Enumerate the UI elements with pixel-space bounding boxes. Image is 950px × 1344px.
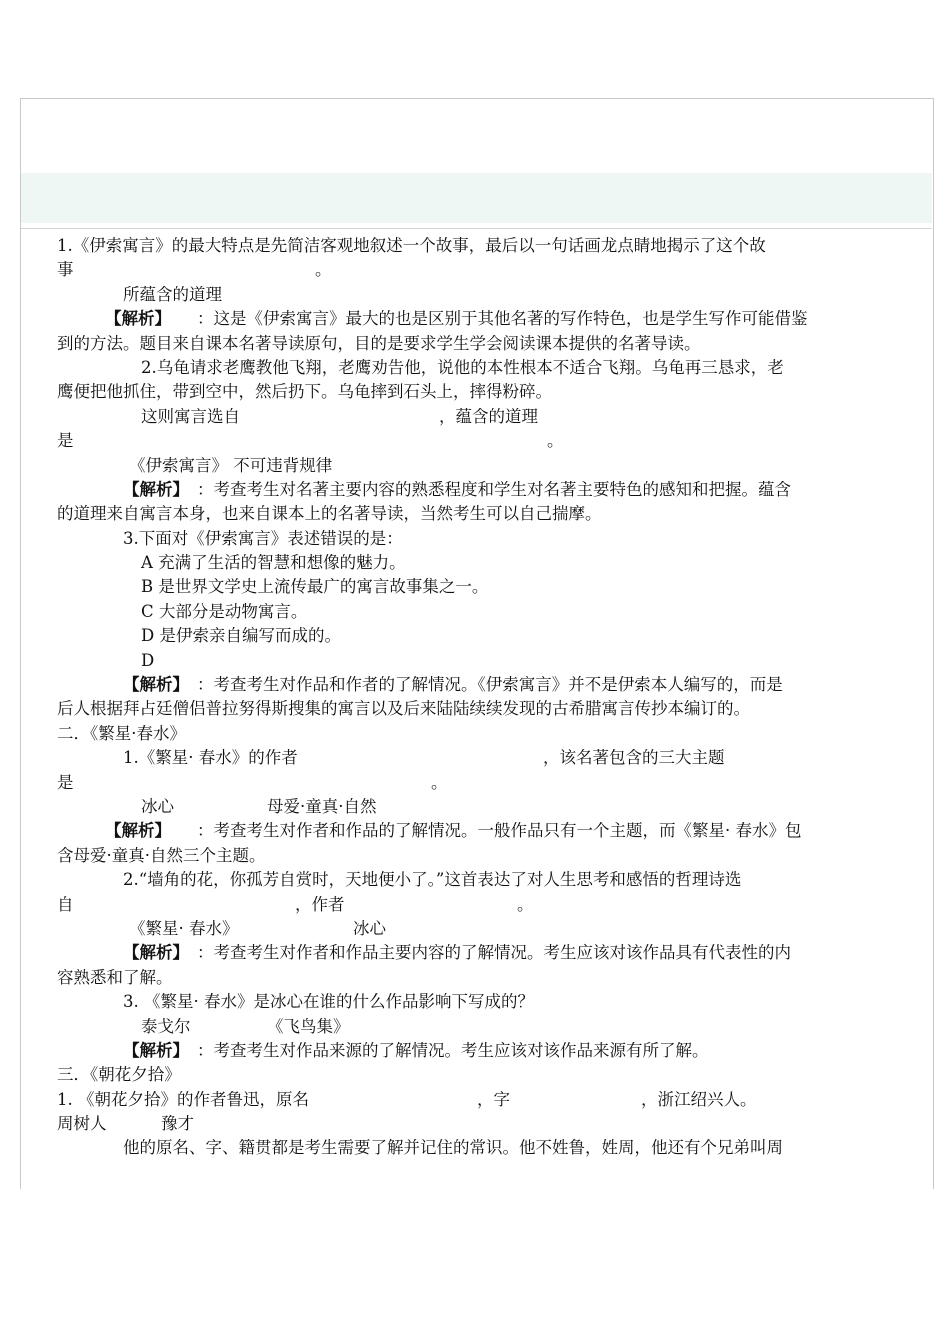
text-line xyxy=(57,893,897,917)
analysis-label: 【解析】 xyxy=(123,943,189,963)
text-line xyxy=(57,746,897,770)
text-segment: 母爱·童真·自然 xyxy=(267,796,377,816)
text-segment: 2.乌龟请求老鹰教他飞翔，老鹰劝告他，说他的本性根本不适合飞翔。乌龟再三恳求，老 xyxy=(141,357,784,377)
text-line xyxy=(57,429,897,453)
text-segment: 泰戈尔 xyxy=(141,1016,191,1036)
text-line xyxy=(57,600,897,624)
text-line xyxy=(57,697,897,721)
text-segment: 3.下面对《伊索寓言》表述错误的是： xyxy=(123,528,403,548)
text-line xyxy=(57,990,897,1014)
analysis-label: 【解析】 xyxy=(123,1040,189,1060)
text-segment: 。 xyxy=(517,894,534,914)
text-line xyxy=(57,356,897,380)
text-segment: A 充满了生活的智慧和想像的魅力。 xyxy=(141,553,406,573)
text-segment: 。 xyxy=(547,431,564,451)
text-segment: 3. 《繁星· 春水》是冰心在谁的什么作品影响下写成的？ xyxy=(123,992,534,1012)
text-segment: 是 xyxy=(57,431,74,451)
text-segment: 自 xyxy=(57,894,74,914)
text-segment: 他的原名、字、籍贯都是考生需要了解并记住的常识。他不姓鲁，姓周，他还有个兄弟叫周 xyxy=(123,1138,783,1158)
text-line xyxy=(57,454,897,478)
text-segment: 所蕴含的道理 xyxy=(123,284,222,304)
text-segment: 豫才 xyxy=(161,1114,194,1134)
text-segment: 。 xyxy=(315,260,332,280)
text-line xyxy=(57,771,897,795)
text-line xyxy=(57,527,897,551)
text-line xyxy=(57,1136,897,1160)
text-segment: 的道理来自寓言本身，也来自课本上的名著导读，当然考生可以自己揣摩。 xyxy=(57,504,602,524)
header-rule xyxy=(21,228,932,229)
text-segment: ：考查考生对作品来源的了解情况。考生应该对该作品来源有所了解。 xyxy=(197,1040,709,1060)
text-segment: ，字 xyxy=(477,1089,510,1109)
text-segment: 《飞鸟集》 xyxy=(267,1016,350,1036)
text-segment: D xyxy=(141,650,155,670)
text-segment: 是 xyxy=(57,772,74,792)
text-segment: 后人根据拜占廷僧侣普拉努得斯搜集的寓言以及后来陆陆续续发现的古希腊寓言传抄本编订的。 xyxy=(57,699,750,719)
text-segment: ，作者 xyxy=(295,894,345,914)
text-segment: D 是伊索亲自编写而成的。 xyxy=(141,626,341,646)
analysis-label: 【解析】 xyxy=(123,479,189,499)
analysis-label: 【解析】 xyxy=(105,309,171,329)
text-line xyxy=(57,307,897,331)
text-segment: ，蕴含的道理 xyxy=(439,406,538,426)
text-segment: ，该名著包含的三大主题 xyxy=(543,748,725,768)
text-segment: ：这是《伊索寓言》最大的也是区别于其他名著的写作特色，也是学生写作可能借鉴 xyxy=(197,309,808,329)
text-segment: 2.“墙角的花，你孤芳自赏时，天地便小了。”这首表达了对人生思考和感悟的哲理诗选 xyxy=(123,870,742,890)
text-segment: 三．《朝花夕拾》 xyxy=(57,1065,181,1085)
text-line xyxy=(57,1039,897,1063)
text-segment: 事 xyxy=(57,260,74,280)
text-segment: 1.《繁星· 春水》的作者 xyxy=(123,748,298,768)
text-segment: ，浙江绍兴人。 xyxy=(641,1089,757,1109)
text-segment: 鹰便把他抓住，带到空中，然后扔下。乌龟摔到石头上，摔得粉碎。 xyxy=(57,382,552,402)
text-segment: 这则寓言选自 xyxy=(141,406,240,426)
text-segment: 《繁星· 春水》 xyxy=(129,918,239,938)
text-line xyxy=(57,844,897,868)
text-line xyxy=(57,941,897,965)
text-line xyxy=(57,502,897,526)
text-line xyxy=(57,795,897,819)
text-segment: 冰心 xyxy=(353,918,386,938)
text-line xyxy=(57,1088,897,1112)
text-line xyxy=(57,624,897,648)
text-line xyxy=(57,819,897,843)
text-line xyxy=(57,1112,897,1136)
text-segment: 冰心 xyxy=(141,796,174,816)
text-segment: ：考查考生对作品和作者的了解情况。《伊索寓言》并不是伊索本人编写的，而是 xyxy=(197,675,783,695)
text-line xyxy=(57,649,897,673)
text-segment: 二．《繁星·春水》 xyxy=(57,723,186,743)
text-line xyxy=(57,575,897,599)
text-segment: C 大部分是动物寓言。 xyxy=(141,601,308,621)
text-line xyxy=(57,234,897,258)
text-line xyxy=(57,551,897,575)
text-line xyxy=(57,258,897,282)
text-segment: 到的方法。题目来自课本名著导读原句，目的是要求学生学会阅读课本提供的名著导读。 xyxy=(57,333,701,353)
text-line xyxy=(57,478,897,502)
text-segment: B 是世界文学史上流传最广的寓言故事集之一。 xyxy=(141,577,489,597)
text-segment: 周树人 xyxy=(57,1114,107,1134)
text-line xyxy=(57,722,897,746)
header-band xyxy=(21,173,932,223)
text-segment: 容熟悉和了解。 xyxy=(57,967,173,987)
text-segment: 1. 《朝花夕拾》的作者鲁迅，原名 xyxy=(57,1089,309,1109)
text-segment: ：考查考生对作者和作品主要内容的了解情况。考生应该对该作品具有代表性的内 xyxy=(197,943,791,963)
analysis-label: 【解析】 xyxy=(105,821,171,841)
text-line xyxy=(57,917,897,941)
text-segment: 。 xyxy=(431,772,448,792)
text-segment: 《伊索寓言》 不可违背规律 xyxy=(129,455,333,475)
document-body xyxy=(57,234,897,1161)
text-line xyxy=(57,966,897,990)
text-segment: ：考查考生对名著主要内容的熟悉程度和学生对名著主要特色的感知和把握。蕴含 xyxy=(197,479,791,499)
text-line xyxy=(57,405,897,429)
text-line xyxy=(57,1015,897,1039)
text-line xyxy=(57,332,897,356)
text-line xyxy=(57,868,897,892)
text-line xyxy=(57,673,897,697)
text-line xyxy=(57,380,897,404)
text-line xyxy=(57,1063,897,1087)
text-segment: ：考查考生对作者和作品的了解情况。一般作品只有一个主题，而《繁星· 春水》包 xyxy=(197,821,802,841)
analysis-label: 【解析】 xyxy=(123,675,189,695)
text-segment: 1.《伊索寓言》的最大特点是先简洁客观地叙述一个故事，最后以一句话画龙点睛地揭示了这个故 xyxy=(57,236,766,255)
text-line xyxy=(57,283,897,307)
text-segment: 含母爱·童真·自然三个主题。 xyxy=(57,845,266,865)
